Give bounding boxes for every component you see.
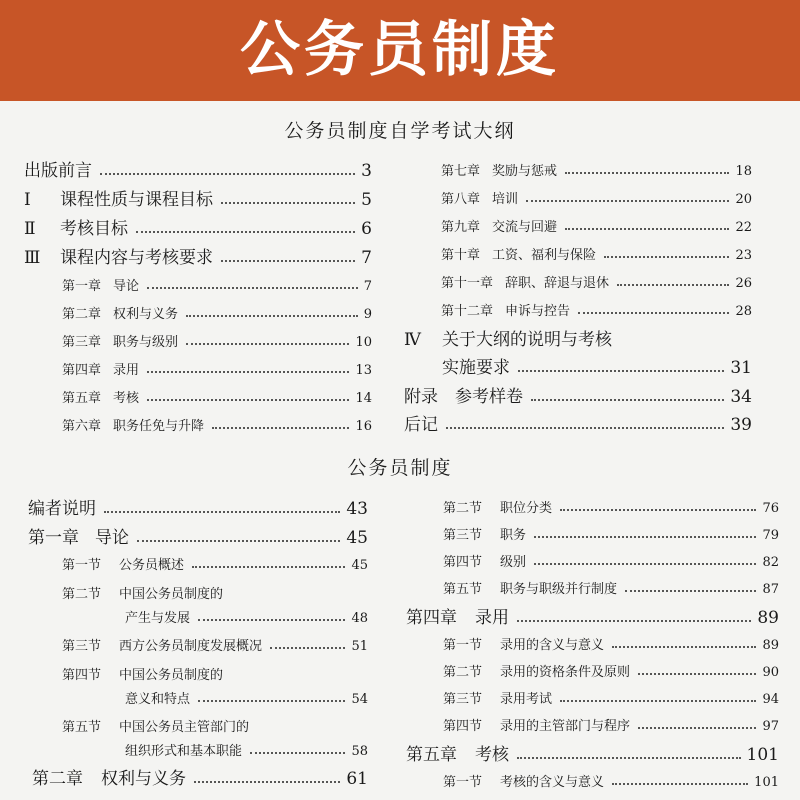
dot-leader: [565, 172, 729, 174]
dot-leader: [198, 619, 345, 621]
chapter-label: 第一章: [28, 528, 79, 548]
dot-leader: [212, 427, 349, 429]
section-label: 第五节: [62, 720, 102, 735]
book-title: 公务员制度: [347, 457, 453, 479]
entry-text: 职务: [500, 528, 527, 543]
entry-text: 考核目标: [60, 219, 128, 239]
page-number: 89: [757, 608, 779, 628]
toc-entry: [404, 329, 752, 351]
entry-text: 职务任免与升降: [113, 419, 205, 434]
entry-text: 权利与义务: [113, 307, 179, 322]
toc-entry: [406, 744, 779, 766]
entry-text: 出版前言: [24, 161, 92, 181]
toc-entry: [62, 719, 368, 737]
toc-entry: [441, 163, 752, 181]
page-number: 9: [363, 307, 372, 322]
page-number: 82: [762, 555, 779, 570]
dot-leader: [612, 646, 756, 648]
entry-text: 录用: [113, 363, 140, 378]
page-number: 26: [735, 276, 752, 291]
roman-numeral: Ⅰ: [24, 190, 31, 210]
section-label: 第二节: [443, 501, 483, 516]
entry-text: 公务员概述: [119, 558, 185, 573]
entry-text: 后记: [404, 415, 438, 435]
entry-text: 中国公务员制度的: [119, 668, 224, 683]
dot-leader: [147, 371, 349, 373]
page-number: 23: [735, 248, 752, 263]
entry-text: 录用的主管部门与程序: [500, 719, 631, 734]
section-label: 第一节: [443, 638, 483, 653]
page-number: 51: [351, 639, 368, 654]
entry-text: 附录 参考样卷: [404, 387, 523, 407]
entry-text: 录用考试: [500, 692, 553, 707]
page-number: 48: [351, 611, 368, 626]
dot-leader: [250, 752, 345, 754]
page-number: 45: [351, 558, 368, 573]
dot-leader: [198, 700, 345, 702]
chapter-label: 第五章: [62, 391, 102, 406]
entry-text: 导论: [113, 279, 140, 294]
dot-leader: [147, 287, 358, 289]
toc-entry: [62, 586, 368, 604]
page-number: 31: [730, 358, 752, 378]
dot-leader: [638, 727, 756, 729]
section-label: 第四节: [443, 719, 483, 734]
dot-leader: [270, 647, 345, 649]
page-number: 87: [762, 582, 779, 597]
entry-text: 交流与回避: [492, 220, 558, 235]
page-number: 34: [730, 387, 752, 407]
page-number: 13: [355, 363, 372, 378]
page-number: 18: [735, 164, 752, 179]
toc-entry: [62, 334, 372, 352]
page-number: 101: [746, 745, 779, 765]
section-label: 第四节: [62, 668, 102, 683]
toc-entry: [406, 607, 779, 629]
toc-entry: [62, 638, 368, 656]
dot-leader: [578, 312, 729, 314]
entry-text: 奖励与惩戒: [492, 164, 558, 179]
section-label: 第三节: [443, 692, 483, 707]
entry-text: 工资、福利与保险: [492, 248, 597, 263]
chapter-label: 第七章: [441, 164, 481, 179]
toc-entry: [28, 527, 368, 549]
entry-text: 课程性质与课程目标: [60, 190, 213, 210]
chapter-label: 第十二章: [441, 304, 494, 319]
dot-leader: [612, 783, 748, 785]
page-number: 61: [346, 769, 368, 789]
entry-text: 中国公务员制度的: [119, 587, 224, 602]
dot-leader: [534, 563, 756, 565]
page-number: 22: [735, 220, 752, 235]
dot-leader: [186, 315, 358, 317]
page-number: 5: [361, 190, 372, 210]
toc-entry: [443, 527, 779, 545]
dot-leader: [531, 399, 724, 401]
page-number: 89: [762, 638, 779, 653]
page-number: 54: [351, 692, 368, 707]
entry-text: 权利与义务: [101, 769, 186, 789]
toc-entry: [125, 691, 368, 709]
chapter-label: 第九章: [441, 220, 481, 235]
entry-text: 辞职、辞退与退休: [505, 276, 610, 291]
chapter-label: 第四章: [62, 363, 102, 378]
dot-leader: [100, 173, 355, 175]
dot-leader: [517, 620, 751, 622]
chapter-label: 第十章: [441, 248, 481, 263]
toc-entry: [404, 386, 752, 408]
dot-leader: [617, 284, 729, 286]
page-number: 58: [351, 744, 368, 759]
chapter-label: 第二章: [62, 307, 102, 322]
dot-leader: [560, 700, 756, 702]
dot-leader: [534, 536, 756, 538]
page-number: 6: [361, 219, 372, 239]
page-number: 39: [730, 415, 752, 435]
toc-entry: [443, 774, 779, 792]
toc-entry: [443, 664, 779, 682]
page-number: 28: [735, 304, 752, 319]
chapter-label: 第十一章: [441, 276, 494, 291]
dot-leader: [221, 260, 355, 262]
dot-leader: [638, 673, 756, 675]
section-label: 第五节: [443, 582, 483, 597]
page-number: 45: [346, 528, 368, 548]
entry-text: 编者说明: [28, 499, 96, 519]
dot-leader: [192, 566, 345, 568]
section-label: 第三节: [62, 639, 102, 654]
title-banner: [0, 0, 800, 101]
section-label: 第一节: [443, 775, 483, 790]
entry-text: 关于大纲的说明与考核: [442, 330, 612, 350]
toc-entry: [441, 247, 752, 265]
page-number: 97: [762, 719, 779, 734]
toc-entry: [443, 718, 779, 736]
toc-entry: [62, 362, 372, 380]
entry-text: 职位分类: [500, 501, 553, 516]
entry-text: 西方公务员制度发展概况: [119, 639, 263, 654]
dot-leader: [604, 256, 729, 258]
dot-leader: [136, 231, 355, 233]
syllabus-title: 公务员制度自学考试大纲: [284, 120, 516, 142]
dot-leader: [526, 200, 729, 202]
chapter-label: 第二章: [32, 769, 83, 789]
chapter-label: 第八章: [441, 192, 481, 207]
entry-text: 考核: [113, 391, 140, 406]
toc-entry: [28, 498, 368, 520]
entry-text: 级别: [500, 555, 527, 570]
chapter-label: 第一章: [62, 279, 102, 294]
page-number: 20: [735, 192, 752, 207]
toc-entry: [443, 500, 779, 518]
chapter-label: 第三章: [62, 335, 102, 350]
chapter-label: 第四章: [406, 608, 457, 628]
toc-entry: [443, 581, 779, 599]
section-label: 第四节: [443, 555, 483, 570]
toc-entry: [442, 357, 752, 379]
page-number: 7: [361, 248, 372, 268]
section-label: 第二节: [62, 587, 102, 602]
toc-entry: [443, 554, 779, 572]
toc-entry: [24, 247, 372, 269]
toc-entry: [441, 303, 752, 321]
entry-text: 产生与发展: [125, 611, 191, 626]
entry-text: 考核: [475, 745, 509, 765]
toc-entry: [62, 278, 372, 296]
toc-entry: [32, 768, 368, 790]
dot-leader: [517, 757, 741, 759]
entry-text: 职务与职级并行制度: [500, 582, 618, 597]
page-number: 76: [762, 501, 779, 516]
entry-text: 录用的含义与意义: [500, 638, 605, 653]
dot-leader: [560, 509, 756, 511]
dot-leader: [446, 427, 724, 429]
chapter-label: 第五章: [406, 745, 457, 765]
page-number: 43: [346, 499, 368, 519]
toc-entry: [443, 637, 779, 655]
dot-leader: [104, 511, 340, 513]
entry-text: 培训: [492, 192, 519, 207]
toc-entry: [62, 418, 372, 436]
dot-leader: [221, 202, 355, 204]
entry-text: 录用的资格条件及原则: [500, 665, 631, 680]
toc-entry: [441, 275, 752, 293]
toc-entry: [125, 743, 368, 761]
toc-entry: [443, 691, 779, 709]
toc-entry: [62, 667, 368, 685]
roman-numeral: Ⅱ: [24, 219, 36, 239]
entry-text: 考核的含义与意义: [500, 775, 605, 790]
dot-leader: [137, 540, 340, 542]
dot-leader: [194, 781, 340, 783]
section-label: 第一节: [62, 558, 102, 573]
page-number: 94: [762, 692, 779, 707]
page-number: 16: [355, 419, 372, 434]
entry-text: 意义和特点: [125, 692, 191, 707]
toc-entry: [125, 610, 368, 628]
entry-text: 课程内容与考核要求: [60, 248, 213, 268]
entry-text: 中国公务员主管部门的: [119, 720, 250, 735]
dot-leader: [565, 228, 729, 230]
dot-leader: [147, 399, 349, 401]
entry-text: 实施要求: [442, 358, 510, 378]
section-label: 第二节: [443, 665, 483, 680]
entry-text: 录用: [475, 608, 509, 628]
entry-text: 组织形式和基本职能: [125, 744, 243, 759]
roman-numeral: Ⅲ: [24, 248, 41, 268]
toc-entry: [24, 218, 372, 240]
chapter-label: 第六章: [62, 419, 102, 434]
dot-leader: [186, 343, 349, 345]
entry-text: 申诉与控告: [505, 304, 571, 319]
toc-entry: [441, 219, 752, 237]
page-number: 10: [355, 335, 372, 350]
page-number: 90: [762, 665, 779, 680]
page-number: 14: [355, 391, 372, 406]
toc-entry: [62, 306, 372, 324]
toc-entry: [441, 191, 752, 209]
section-label: 第三节: [443, 528, 483, 543]
banner-title: 公务员制度: [240, 15, 560, 85]
dot-leader: [518, 370, 724, 372]
toc-entry: [24, 189, 372, 211]
page-number: 7: [363, 279, 372, 294]
toc-entry: [62, 557, 368, 575]
entry-text: 导论: [95, 528, 129, 548]
page-number: 3: [361, 161, 372, 181]
dot-leader: [625, 590, 756, 592]
toc-entry: [24, 160, 372, 182]
toc-entry: [404, 414, 752, 436]
page-number: 79: [762, 528, 779, 543]
toc-entry: [62, 390, 372, 408]
page-number: 101: [754, 775, 779, 790]
entry-text: 职务与级别: [113, 335, 179, 350]
roman-numeral: Ⅳ: [404, 330, 421, 350]
